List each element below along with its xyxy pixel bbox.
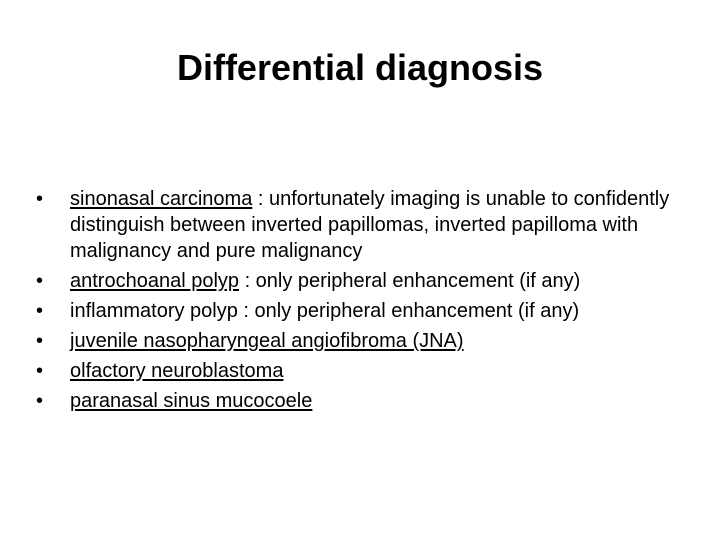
link-juvenile-nasopharyngeal-angiofibroma[interactable]: juvenile nasopharyngeal angiofibroma (JNA) xyxy=(70,330,464,352)
list-item xyxy=(36,298,686,324)
list-item-text: inflammatory polyp : only peripheral enhancement (if any) xyxy=(70,300,580,322)
bullet-icon: • xyxy=(36,330,44,352)
list-item-text: : unfortunately imaging is unable to confidently distinguish between inverted papillomas, inverted papilloma with malignancy and pure malignancy xyxy=(70,188,670,262)
list-item xyxy=(36,388,686,414)
bullet-icon: • xyxy=(36,300,44,322)
list-item xyxy=(36,268,686,294)
bullet-icon: • xyxy=(36,360,44,382)
bullet-icon: • xyxy=(36,390,44,412)
slide-title: Differential diagnosis xyxy=(176,47,544,88)
link-antrochoanal-polyp[interactable]: antrochoanal polyp xyxy=(70,270,240,292)
list-item xyxy=(36,186,686,264)
link-olfactory-neuroblastoma[interactable]: olfactory neuroblastoma xyxy=(70,360,284,382)
bullet-icon: • xyxy=(36,270,44,292)
list-item-text: : only peripheral enhancement (if any) xyxy=(239,270,581,292)
bullet-list xyxy=(36,186,686,418)
link-paranasal-sinus-mucocoele[interactable]: paranasal sinus mucocoele xyxy=(70,390,313,412)
bullet-icon: • xyxy=(36,188,44,210)
list-item xyxy=(36,358,686,384)
list-item xyxy=(36,328,686,354)
link-sinonasal-carcinoma[interactable]: sinonasal carcinoma xyxy=(70,188,253,210)
